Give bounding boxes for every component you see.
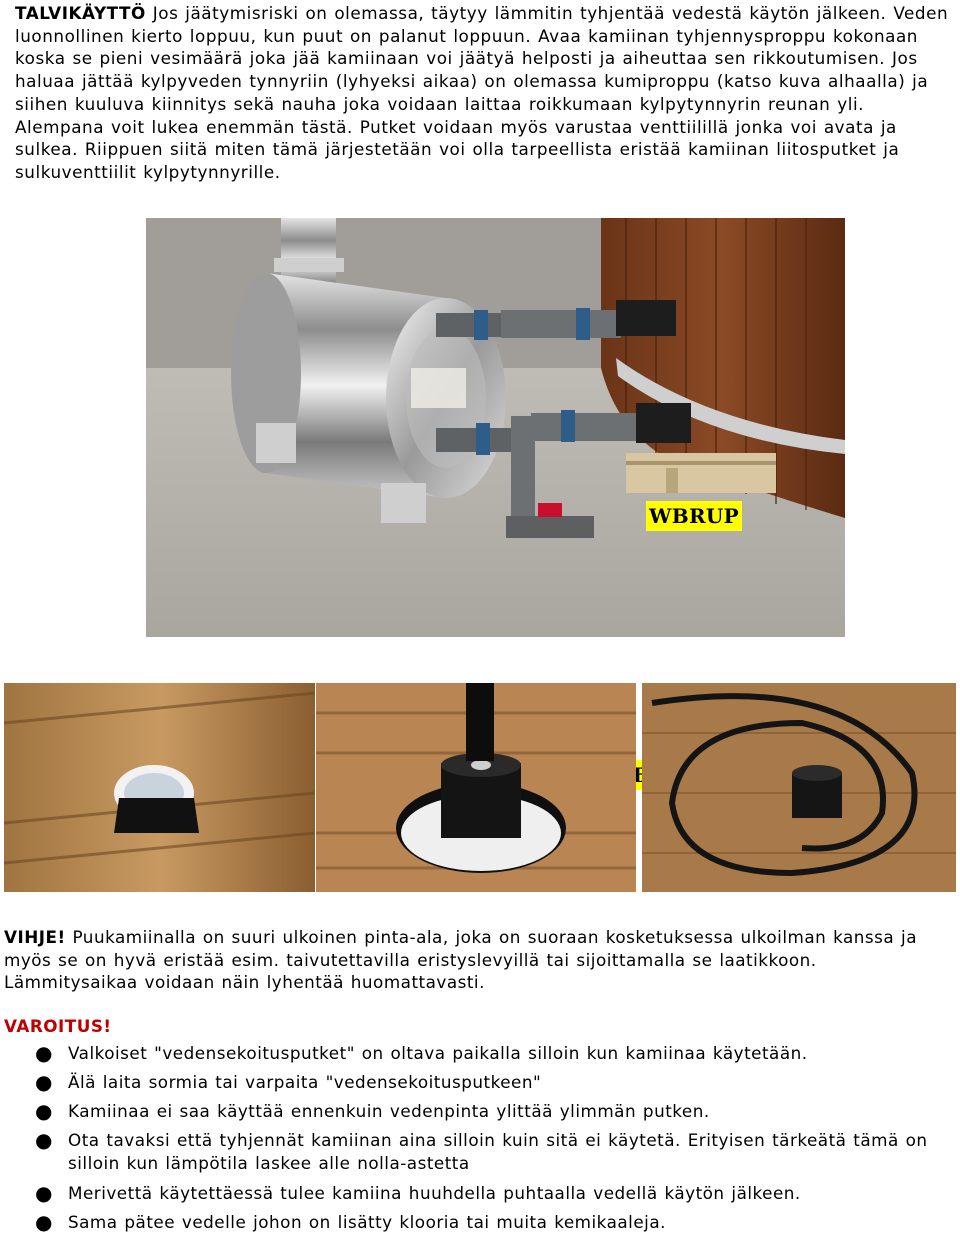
winter-use-heading: TALVIKÄYTTÖ — [15, 3, 146, 23]
tip-text: Puukamiinalla on suuri ulkoinen pinta-ala, joka on suoraan kosketuksessa ulkoilman kanssa ja myös se on hyvä eristää esim. taivutettavilla eristyslevyillä tai sijoittamalla se laatikkoon. Lämmitysaikaa voidaan näin lyhentää huomattavasti. — [4, 927, 917, 992]
winter-use-text: Jos jäätymisriski on olemassa, täytyy lämmitin tyhjentää vedestä käytön jälkeen. Veden luonnollinen kierto loppuu, kun puut on palanut loppuun. Avaa kamiinan tyhjennysproppu kokonaan koska se pieni vesimäärä joka jää kamiinaan voi jäätyä helposti ja aiheuttaa sen rikkoutumisen. Jos haluaa jättää kylpyveden tynnyriin (lyhyeksi aikaa) on olemassa kumiproppu (katso kuva alhaalla) ja siihen kuuluva kiinnitys sekä nauha joka voidaan laittaa roikkumaan kylpytynnyrin reunan yli. Alempana voit lukea enemmän tästä. Putket voidaan myös varustaa venttiilillä jonka voi avata ja sulkea. Riippuen siitä miten tämä järjestetään voi olla tarpeellista eristää kamiinan liitosputket ja sulkuventtiilit kylpytynnyrille. — [15, 3, 949, 182]
tip-heading: VIHJE! — [4, 927, 66, 947]
bullet-icon: ● — [35, 1128, 53, 1152]
bullet-icon: ● — [35, 1099, 53, 1123]
bullet-icon: ● — [35, 1181, 53, 1205]
warning-heading: VAROITUS! — [4, 1016, 112, 1036]
bullet-icon: ● — [35, 1070, 53, 1094]
wbrup-label: WBRUP — [646, 501, 742, 531]
winter-use-paragraph — [15, 2, 950, 184]
rubber-plug-photo-2 — [316, 683, 636, 892]
bullet-icon: ● — [35, 1041, 53, 1065]
tip-paragraph — [4, 926, 954, 994]
rubber-plug-photo-1 — [4, 683, 315, 892]
rubber-plug-with-strap-photo — [642, 683, 956, 892]
bullet-icon: ● — [35, 1210, 53, 1234]
heater-photo — [146, 218, 845, 637]
